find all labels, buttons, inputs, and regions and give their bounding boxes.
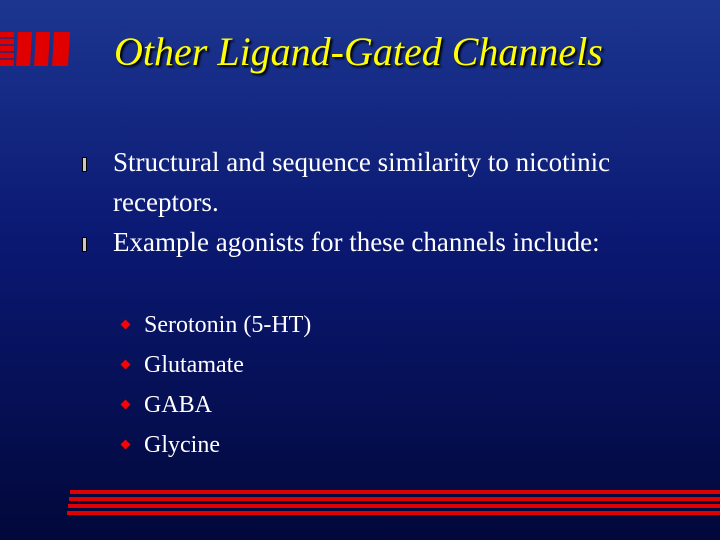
agonist-text: GABA: [144, 392, 213, 418]
slide-title: Other Ligand-Gated Channels: [114, 29, 603, 74]
bullet-text: Example agonists for these channels include:: [113, 227, 600, 257]
bullet-text: Structural and sequence similarity to nicotinic receptors.: [113, 147, 611, 217]
agonist-text: Glutamate: [144, 352, 244, 378]
agonist-text: Serotonin (5-HT): [144, 312, 312, 338]
agonist-text: Glycine: [144, 432, 220, 458]
